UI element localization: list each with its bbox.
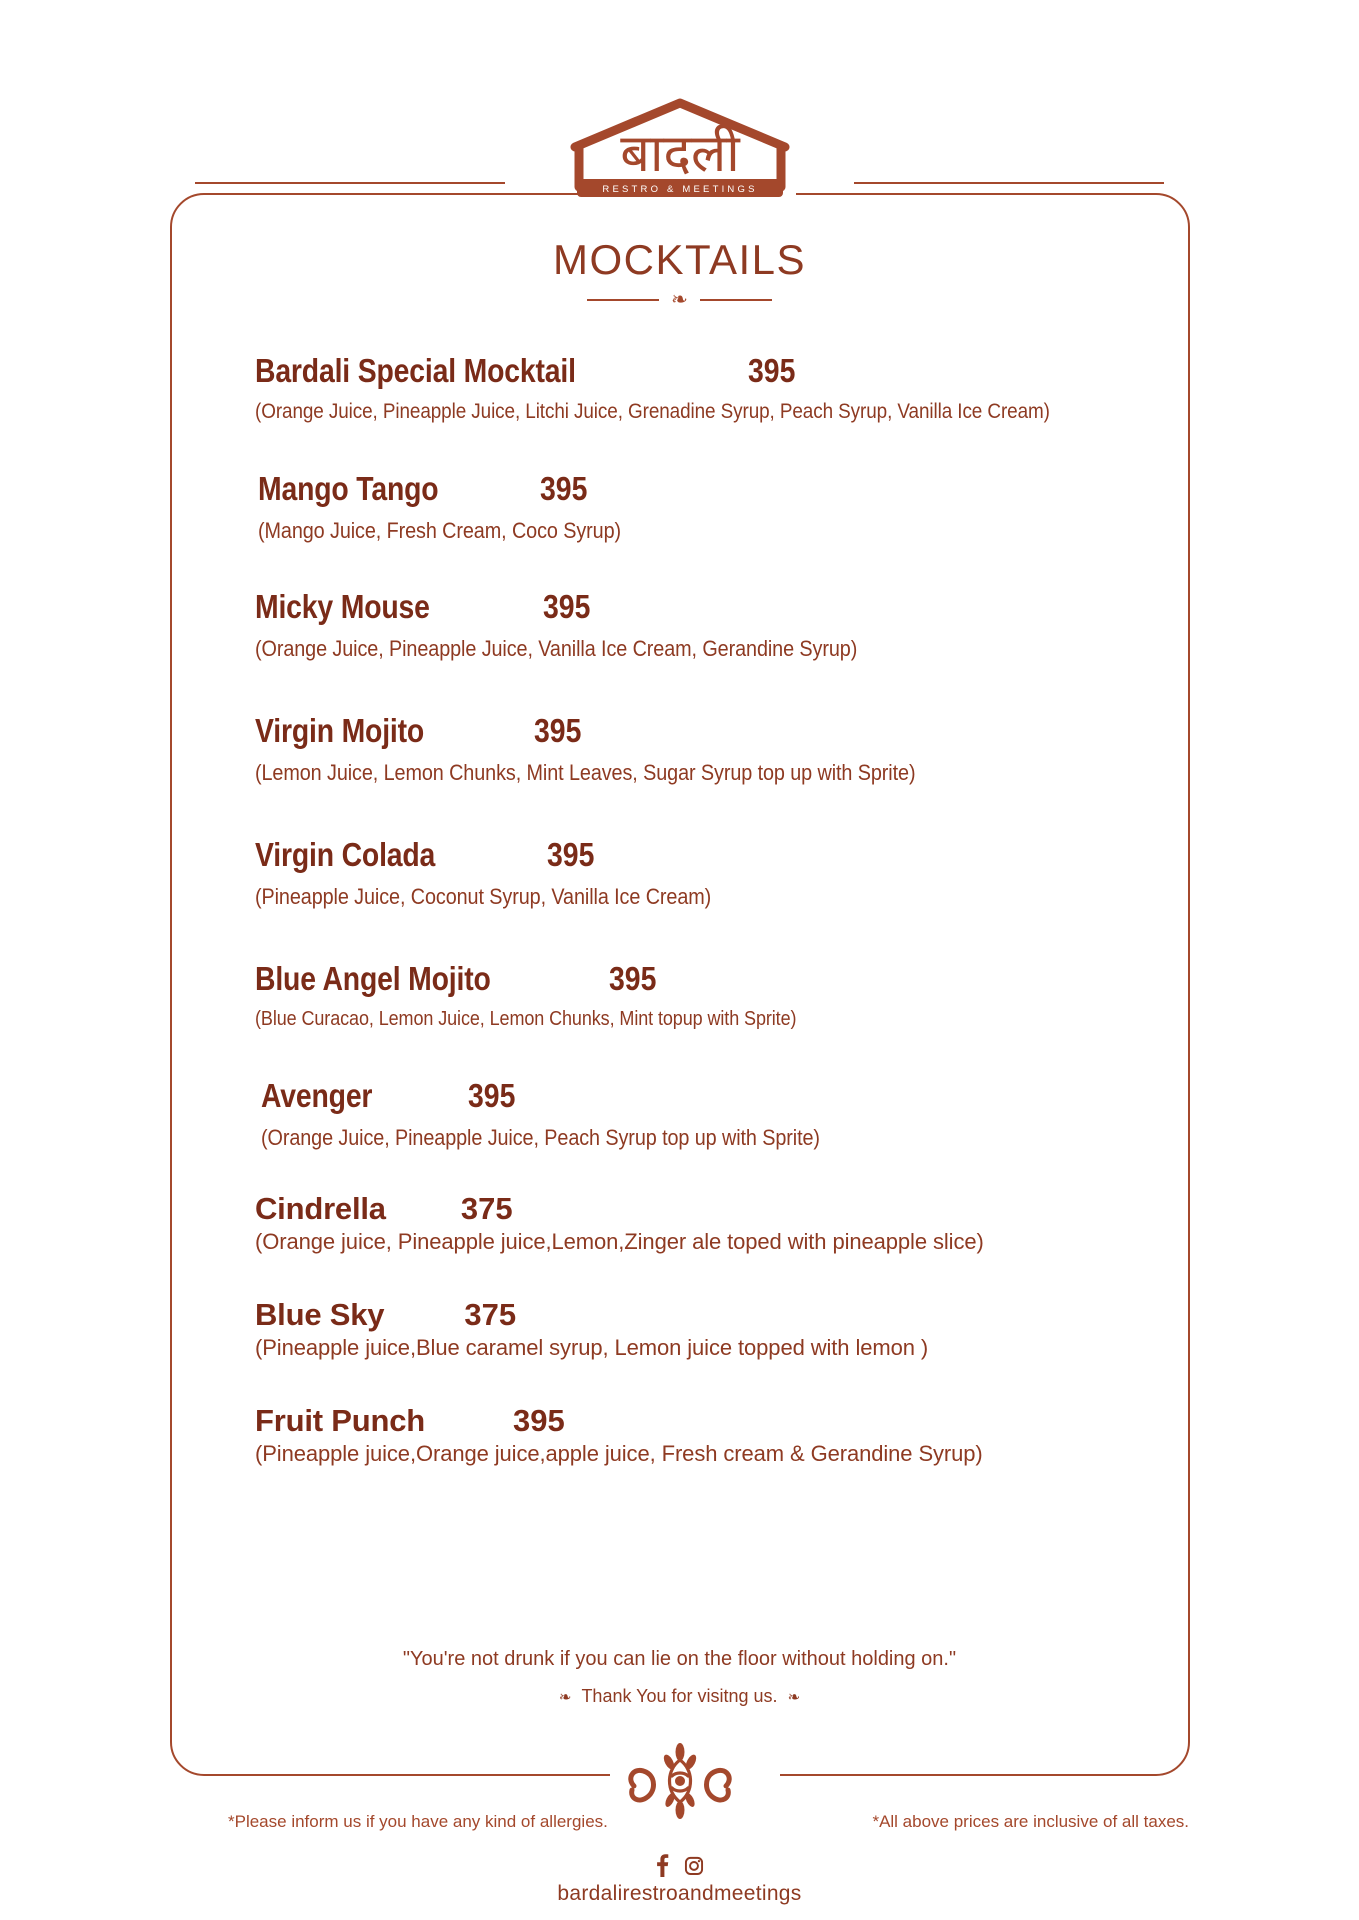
menu-item-description: (Lemon Juice, Lemon Chunks, Mint Leaves, Sugar Syrup top up with Sprite) — [255, 760, 916, 785]
menu-item-name: Fruit Punch — [255, 1403, 426, 1438]
menu-item-name: Micky Mouse — [255, 588, 430, 625]
brand-logo — [565, 95, 795, 215]
menu-item — [255, 352, 1155, 424]
menu-item — [255, 712, 1155, 786]
menu-item-name: Bardali Special Mocktail — [255, 352, 576, 389]
menu-item-price: 395 — [539, 470, 588, 507]
menu-item-price: 375 — [460, 1191, 513, 1226]
menu-item-price: 395 — [546, 836, 594, 873]
menu-item-header — [255, 1403, 1155, 1439]
menu-item-name: Mango Tango — [258, 470, 439, 507]
header-rule-right — [854, 182, 1164, 184]
menu-item — [255, 960, 1155, 1031]
leaf-icon-right: ❧ — [787, 1689, 801, 1706]
menu-item-header — [255, 1191, 1155, 1227]
menu-item-name: Blue Sky — [255, 1297, 385, 1332]
menu-item-header — [255, 960, 1155, 998]
logo-tagline-text: RESTRO & MEETINGS — [601, 184, 758, 195]
menu-item-description: (Blue Curacao, Lemon Juice, Lemon Chunks, Mint topup with Sprite) — [255, 1008, 797, 1030]
menu-item — [258, 470, 1155, 544]
menu-item-price: 395 — [513, 1403, 565, 1438]
menu-item — [255, 836, 1155, 910]
bottom-ornament — [620, 1742, 740, 1820]
menu-item-header — [255, 836, 1155, 874]
menu-item — [255, 1403, 1155, 1467]
logo-wordmark-text: बादली — [619, 125, 740, 183]
fleuron-icon: ❧ — [671, 289, 688, 311]
social-footer — [0, 1850, 1359, 1906]
menu-item-name: Blue Angel Mojito — [255, 960, 491, 997]
menu-item-header — [261, 1077, 1155, 1115]
menu-item-price: 395 — [533, 712, 581, 749]
tax-disclaimer: *All above prices are inclusive of all taxes. — [872, 1812, 1189, 1831]
header-rule-left — [195, 182, 505, 184]
menu-item-description: (Pineapple juice,Orange juice,apple juice, Fresh cream & Gerandine Syrup) — [255, 1441, 983, 1466]
facebook-icon[interactable] — [654, 1853, 670, 1877]
menu-item-price: 395 — [748, 352, 796, 389]
menu-item-header — [255, 588, 1155, 626]
thank-you-text: Thank You for visitng us. — [581, 1686, 778, 1706]
menu-item-header — [255, 1297, 1155, 1333]
thank-you-line — [0, 1686, 1359, 1707]
menu-item — [261, 1077, 1155, 1151]
menu-item-description: (Orange juice, Pineapple juice,Lemon,Zinger ale toped with pineapple slice) — [255, 1229, 984, 1254]
instagram-icon[interactable] — [683, 1853, 705, 1877]
menu-item-price: 395 — [468, 1077, 516, 1114]
footer-quote: "You're not drunk if you can lie on the floor without holding on." — [402, 1648, 957, 1670]
menu-item-description: (Orange Juice, Pineapple Juice, Litchi Juice, Grenadine Syrup, Peach Syrup, Vanilla Ice Cream) — [255, 400, 1050, 423]
page-title: MOCKTAILS — [552, 236, 807, 283]
menu-item-name: Virgin Mojito — [255, 712, 425, 749]
menu-item-price: 375 — [464, 1297, 517, 1332]
leaf-icon-left: ❧ — [558, 1689, 572, 1706]
menu-item — [255, 588, 1155, 662]
menu-item-description: (Pineapple juice,Blue caramel syrup, Lemon juice topped with lemon ) — [255, 1335, 929, 1360]
allergy-disclaimer: *Please inform us if you have any kind of allergies. — [228, 1812, 608, 1831]
menu-item-price: 395 — [609, 960, 657, 997]
menu-item-name: Cindrella — [255, 1191, 386, 1226]
menu-item-description: (Pineapple Juice, Coconut Syrup, Vanilla Ice Cream) — [255, 884, 712, 909]
menu-item-header — [255, 712, 1155, 750]
menu-item-name: Virgin Colada — [255, 836, 436, 873]
social-handle: bardalirestroandmeetings — [557, 1882, 802, 1905]
mocktails-list — [255, 352, 1155, 1467]
menu-item — [255, 1297, 1155, 1361]
title-ornament — [0, 290, 1359, 318]
menu-item-name: Avenger — [261, 1077, 373, 1114]
menu-item-header — [255, 352, 1155, 390]
social-icons — [0, 1850, 1359, 1880]
menu-item-description: (Orange Juice, Pineapple Juice, Vanilla Ice Cream, Gerandine Syrup) — [255, 636, 858, 661]
menu-item-price: 395 — [543, 588, 591, 625]
menu-item-description: (Mango Juice, Fresh Cream, Coco Syrup) — [258, 518, 622, 543]
title-ornament-rule-left — [587, 299, 659, 301]
title-ornament-rule-right — [700, 299, 772, 301]
menu-item-description: (Orange Juice, Pineapple Juice, Peach Syrup top up with Sprite) — [261, 1125, 820, 1150]
menu-item — [255, 1191, 1155, 1255]
menu-item-header — [258, 470, 1155, 508]
